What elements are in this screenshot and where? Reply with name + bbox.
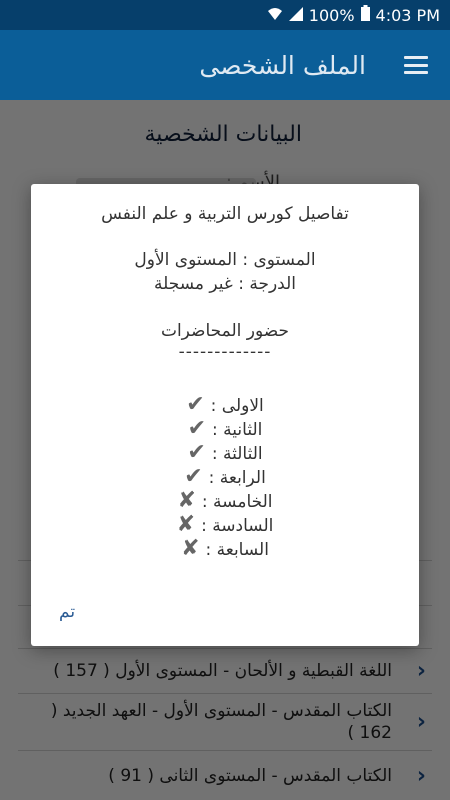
cross-icon: ✘: [181, 536, 200, 561]
attendance-row: [31, 464, 419, 489]
lecture-label: السابعة :: [205, 540, 269, 560]
attendance-row: [31, 512, 419, 537]
wifi-icon: [267, 6, 283, 25]
clock: 4:03 PM: [375, 5, 440, 25]
app-bar: [0, 30, 450, 100]
lecture-label: الثالثة :: [211, 444, 263, 464]
cross-icon: ✘: [176, 512, 196, 537]
attendance-row: [31, 416, 419, 441]
grade-text: الدرجة : غير مسجلة: [154, 274, 296, 294]
done-button[interactable]: تم: [59, 602, 76, 622]
level-text: المستوى : المستوى الأول: [134, 250, 316, 270]
battery-icon: [361, 5, 370, 25]
lecture-label: الخامسة :: [201, 492, 273, 512]
check-icon: ✔: [187, 440, 206, 465]
battery-percent: 100%: [308, 5, 355, 25]
attendance-row: [31, 536, 419, 561]
page-title: الملف الشخصى: [199, 50, 366, 80]
separator: -------------: [178, 342, 272, 362]
check-icon: ✔: [187, 416, 207, 441]
check-icon: ✔: [186, 392, 205, 417]
attendance-row: [31, 392, 419, 417]
lecture-label: السادسة :: [201, 516, 274, 536]
check-icon: ✔: [184, 464, 203, 489]
signal-icon: [289, 6, 303, 25]
cross-icon: ✘: [177, 488, 196, 513]
dialog-title: تفاصيل كورس التربية و علم النفس: [101, 204, 349, 224]
status-bar: [0, 0, 450, 30]
course-details-dialog: [31, 184, 419, 646]
lecture-label: الرابعة :: [208, 468, 266, 488]
lecture-label: الثانية :: [212, 420, 263, 440]
menu-icon[interactable]: [404, 56, 428, 74]
lecture-label: الاولى :: [210, 396, 264, 416]
attendance-row: [31, 488, 419, 513]
attendance-title: حضور المحاضرات: [160, 321, 290, 341]
attendance-row: [31, 440, 419, 465]
